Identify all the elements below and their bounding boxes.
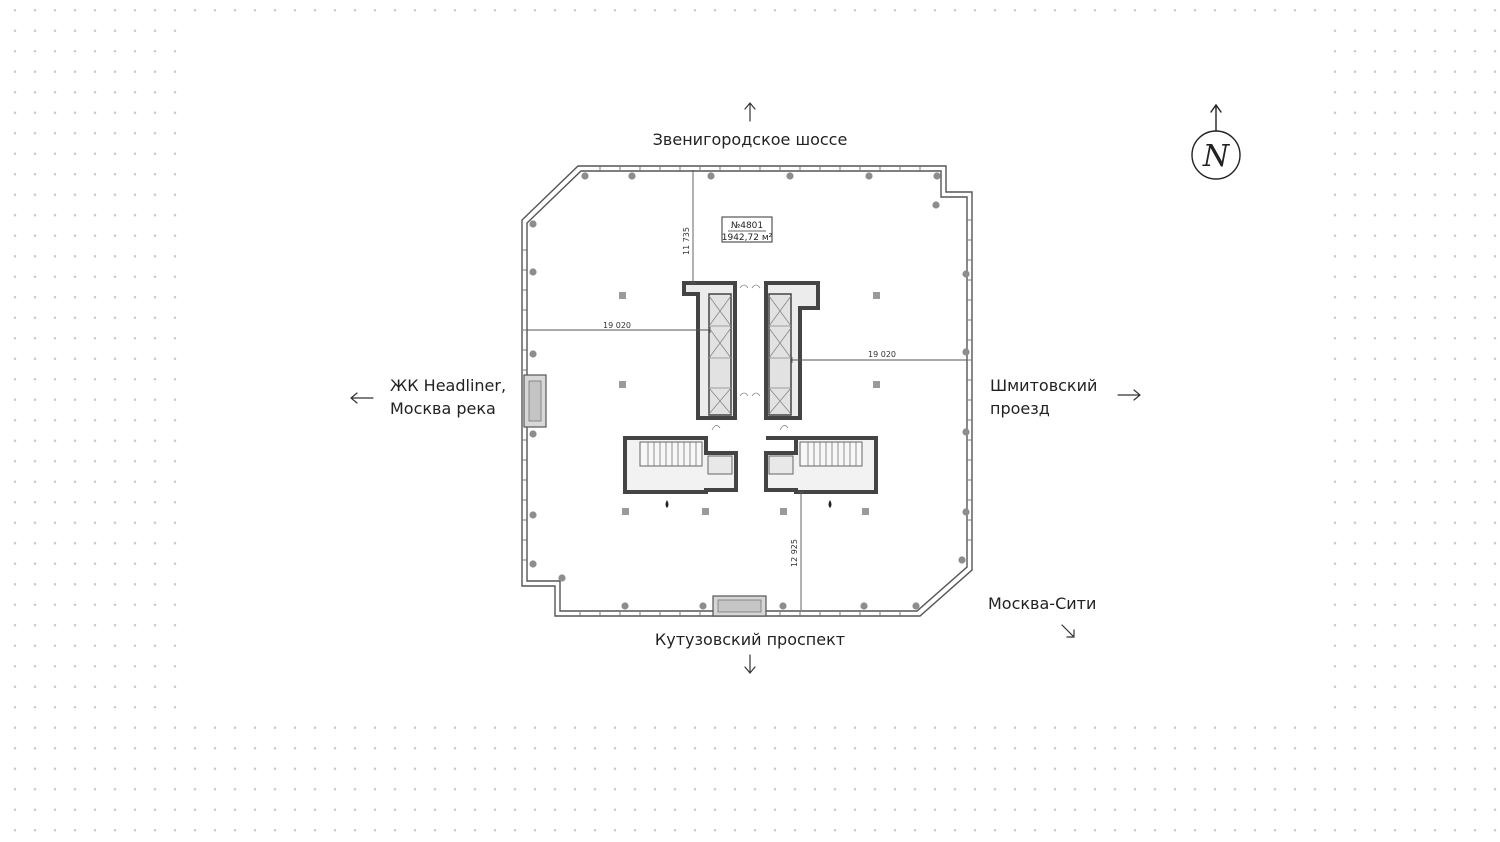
unit-number: №4801 [730, 221, 764, 231]
north-arrow [745, 103, 755, 121]
street-east-line1: Шмитовский [990, 376, 1098, 395]
street-east [990, 374, 1150, 420]
dim-west: 19 020 [603, 321, 631, 330]
water-drop-icon [666, 500, 832, 508]
street-west [390, 374, 530, 420]
south-entrance [713, 596, 766, 616]
core-left-shafts [684, 283, 735, 418]
south-arrow [745, 655, 755, 673]
street-west-line1: ЖК Headliner, [390, 376, 507, 395]
west-arrow [351, 393, 373, 403]
core-right-shafts [766, 283, 818, 418]
district-city: Москва-Сити [988, 594, 1097, 613]
compass-letter: N [1202, 139, 1230, 174]
core-left-stair [625, 438, 736, 492]
unit-label [722, 217, 773, 243]
dim-bottom: 12 925 [790, 539, 799, 567]
street-east-line2: проезд [990, 399, 1050, 418]
dim-east: 19 020 [868, 350, 896, 359]
street-north: Звенигородское шоссе [652, 130, 848, 149]
dim-top: 11 735 [682, 227, 691, 255]
core-right-stair [766, 438, 876, 492]
unit-area: 1942,72 м² [721, 233, 773, 243]
street-west-line2: Москва река [390, 399, 496, 418]
street-south: Кутузовский проспект [654, 630, 846, 649]
